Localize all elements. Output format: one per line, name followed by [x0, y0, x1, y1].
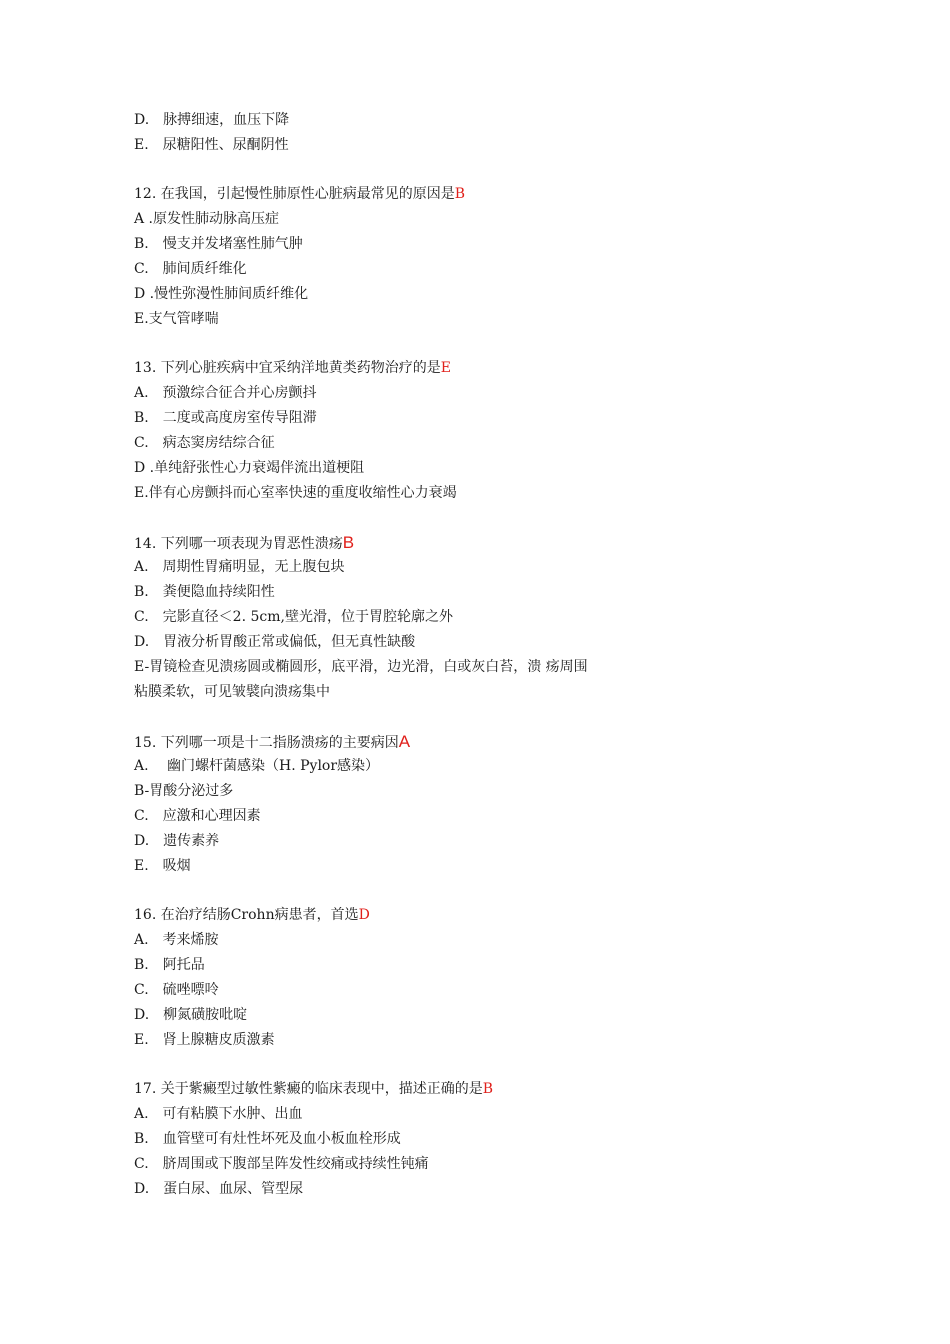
option-line: D. 胃液分析胃酸正常或偏低，但无真性缺酸 — [134, 634, 416, 650]
option-line: C. 肺间质纤维化 — [134, 261, 247, 277]
option-line: C. 应激和心理因素 — [134, 808, 261, 824]
question-stem — [134, 1077, 694, 1102]
option-line: A. 预激综合征合并心房颤抖 — [134, 385, 317, 401]
option-line: C. 脐周围或下腹部呈阵发性绞痛或持续性钝痛 — [134, 1156, 429, 1172]
option-line: B. 血管壁可有灶性坏死及血小板血栓形成 — [134, 1131, 401, 1147]
option-line: E. 肾上腺糖皮质激素 — [134, 1032, 275, 1048]
answer-key: B — [482, 1081, 494, 1097]
stem-text: 15. 下列哪一项是十二指肠溃疡的主要病因 — [134, 735, 399, 751]
question-14 — [134, 530, 694, 705]
stem-text: 14. 下列哪一项表现为胃恶性溃疡 — [134, 536, 343, 552]
option-line: D. 遗传素养 — [134, 833, 220, 849]
answer-key: B — [342, 533, 355, 552]
option-line: B. 粪便隐血持续阳性 — [134, 584, 275, 600]
answer-key: A — [398, 732, 411, 751]
stem-text: 12. 在我国，引起慢性肺原性心脏病最常见的原因是 — [134, 186, 455, 202]
question-stem — [134, 729, 694, 754]
option-line: B. 二度或高度房室传导阻滞 — [134, 410, 317, 426]
option-line-continued: 粘膜柔软，可见皱襞向溃疡集中 — [134, 684, 330, 700]
question-15 — [134, 729, 694, 879]
option-line: B. 阿托品 — [134, 957, 205, 973]
question-stem — [134, 356, 694, 381]
question-stem — [134, 182, 694, 207]
option-line: D. 柳氮磺胺吡啶 — [134, 1007, 248, 1023]
option-line: D .慢性弥漫性肺间质纤维化 — [134, 286, 309, 302]
question-16 — [134, 903, 694, 1053]
document-page — [134, 108, 694, 1202]
option-line: A. 可有粘膜下水肿、出血 — [134, 1106, 303, 1122]
option-line: B. 慢支并发堵塞性肺气肿 — [134, 236, 303, 252]
option-line: D. 脉搏细速，血压下降 — [134, 112, 290, 128]
option-line: B-胃酸分泌过多 — [134, 783, 234, 799]
option-line: E-胃镜检查见溃疡圆或椭圆形，底平滑，边光滑，白或灰白苔，溃 疡周围 — [134, 659, 588, 675]
question-stem — [134, 903, 694, 928]
option-line: A .原发性肺动脉高压症 — [134, 211, 280, 227]
option-line: D. 蛋白尿、血尿、管型尿 — [134, 1181, 304, 1197]
option-line: C. 完影直径＜2. 5cm,壁光滑，位于胃腔轮廓之外 — [134, 609, 453, 625]
option-line: A. 周期性胃痛明显，无上腹包块 — [134, 559, 345, 575]
answer-key: D — [358, 907, 370, 923]
stem-text: 16. 在治疗结肠Crohn病患者，首选 — [134, 907, 359, 923]
option-line: C. 硫唑嘌呤 — [134, 982, 219, 998]
question-stem — [134, 530, 694, 555]
option-line: E.伴有心房颤抖而心室率快速的重度收缩性心力衰竭 — [134, 485, 457, 501]
question-12 — [134, 182, 694, 332]
stem-text: 17. 关于紫癜型过敏性紫癜的临床表现中，描述正确的是 — [134, 1081, 483, 1097]
option-line: A. 幽门螺杆菌感染（H. Pylor感染） — [134, 758, 380, 774]
option-line: D .单纯舒张性心力衰竭伴流出道梗阻 — [134, 460, 365, 476]
option-line: E. 吸烟 — [134, 858, 191, 874]
stem-text: 13. 下列心脏疾病中宜采纳洋地黄类药物治疗的是 — [134, 360, 441, 376]
question-13 — [134, 356, 694, 506]
option-line: A. 考来烯胺 — [134, 932, 219, 948]
option-line: C. 病态窦房结综合征 — [134, 435, 275, 451]
answer-key: B — [454, 186, 466, 202]
question-17 — [134, 1077, 694, 1202]
answer-key: E — [440, 360, 451, 376]
option-line: E.支气管哮喘 — [134, 311, 219, 327]
option-line: E. 尿糖阳性、尿酮阴性 — [134, 137, 289, 153]
